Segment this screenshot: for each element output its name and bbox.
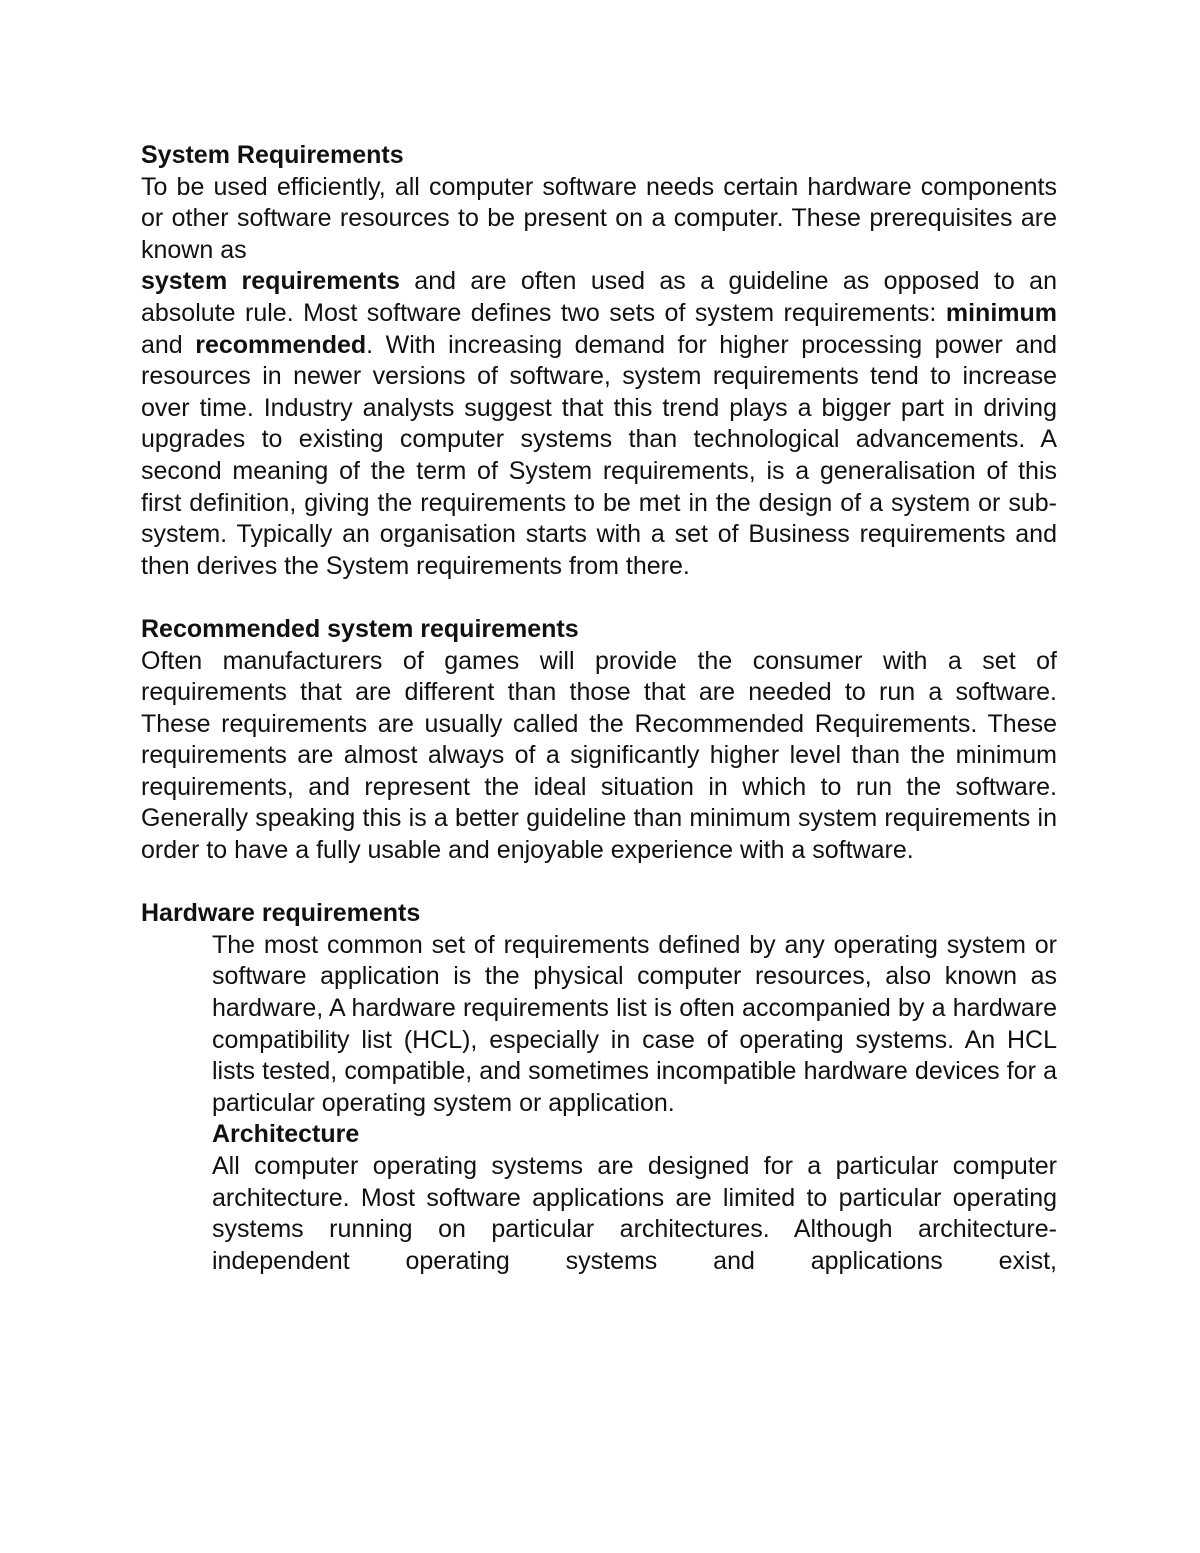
section-heading: System Requirements: [141, 141, 404, 169]
term-recommended: recommended: [195, 330, 367, 359]
term-system-requirements: system requirements: [141, 267, 400, 296]
section-system-requirements: [141, 140, 1057, 582]
section-hardware: [141, 898, 1057, 1277]
section-heading: Hardware requirements: [141, 899, 421, 928]
spacer: [141, 867, 1057, 899]
spacer: [141, 582, 1057, 614]
recommended-paragraph: Often manufacturers of games will provide the consumer with a set of requirements that are different than those that are needed to run a software. These requirements are usually called the Recommended Requirements. These requirements are almost always of a significantly higher level than the minimum requirements, and represent the ideal situation in which to run the software. Generally speaking this is a better guideline than minimum system requirements in order to have a fully usable and enjoyable experience with a software.: [141, 646, 1057, 865]
subsection-heading-architecture: Architecture: [212, 1120, 360, 1149]
architecture-paragraph: All computer operating systems are designed for a particular computer architecture. Most software applications are limited to particular operating systems running on particular architectures. Although architecture-independent operating systems and applications exist,: [212, 1152, 1057, 1275]
section-heading: Recommended system requirements: [141, 614, 579, 643]
document-page: [141, 140, 1057, 1277]
conjunction-text: and: [141, 330, 196, 359]
intro-text: To be used efficiently, all computer software needs certain hardware components or other software resources to be present on a computer. These prerequisites are known as: [141, 172, 1057, 264]
term-minimum: minimum: [945, 298, 1057, 327]
intro-paragraph: [141, 172, 1057, 267]
hardware-indented-block: [212, 930, 1057, 1278]
definition-paragraph: [141, 266, 1057, 582]
body-text: . With increasing demand for higher processing power and resources in newer versions of software, system requirements tend to increase over time. Industry analysts suggest that this trend plays a bigger part in driving upgrades to existing computer systems than technological advancements. A second meaning of the term of System requirements, is a generalisation of this first definition, giving the requirements to be met in the design of a system or sub-system. Typically an organisation starts with a set of Business requirements and then derives the System requirements from there.: [141, 330, 1057, 580]
section-recommended: [141, 614, 1057, 867]
hardware-paragraph: The most common set of requirements defined by any operating system or software application is the physical computer resources, also known as hardware, A hardware requirements list is often accompanied by a hardware compatibility list (HCL), especially in case of operating systems. An HCL lists tested, compatible, and sometimes incompatible hardware devices for a particular operating system or application.: [212, 930, 1057, 1117]
definition-text: and are often used as a guideline as opposed to an absolute rule. Most software defines two sets of system requirements:: [141, 267, 1057, 327]
